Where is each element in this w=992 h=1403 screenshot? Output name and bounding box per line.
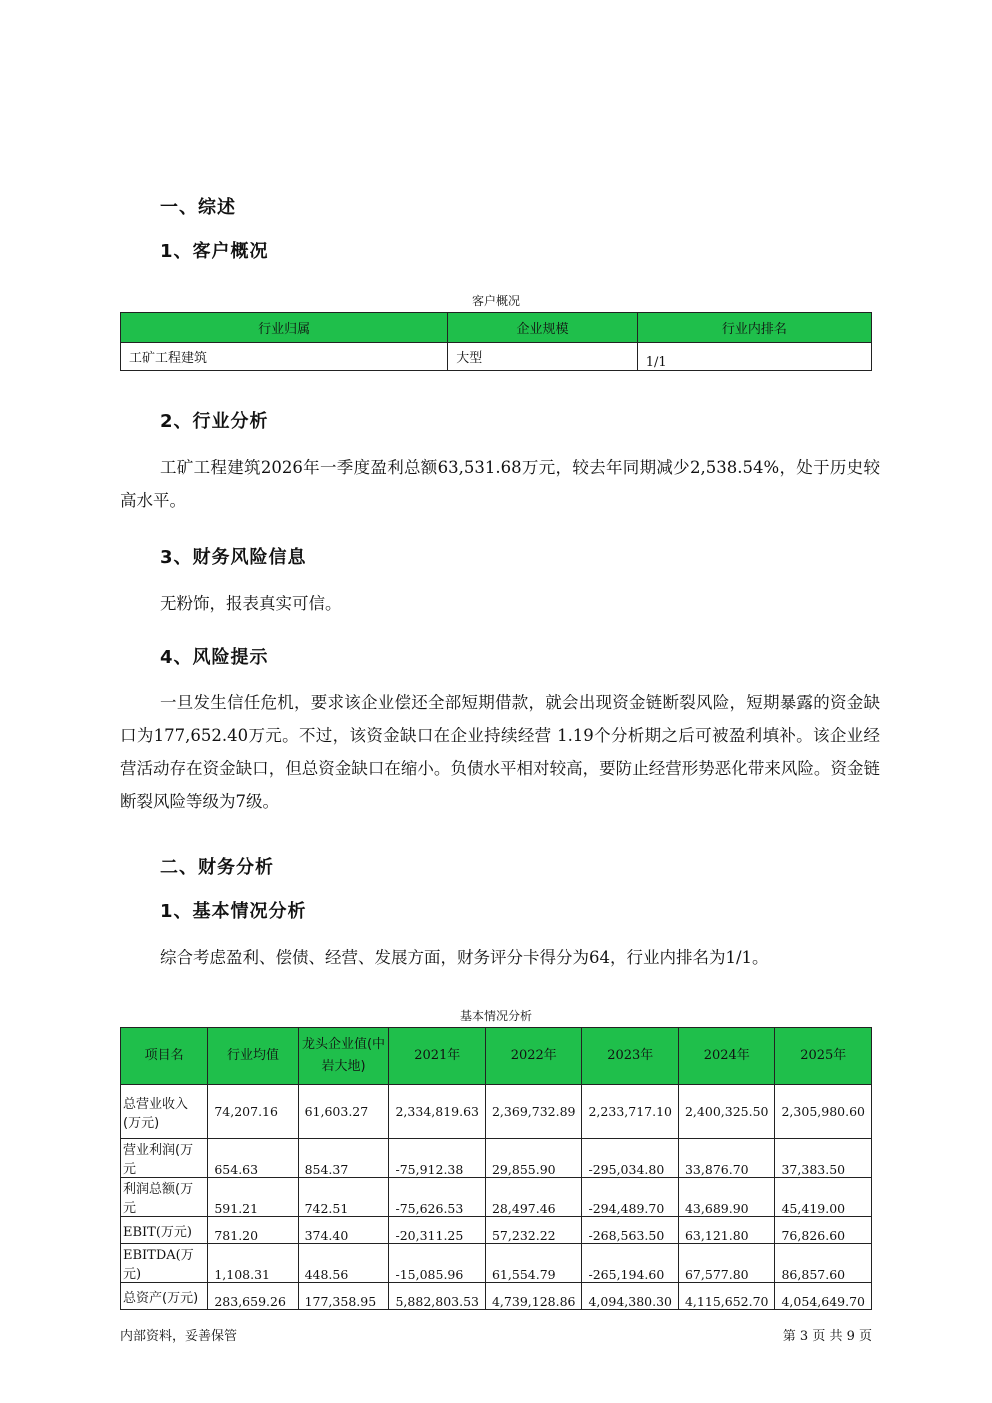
- row-label: 利润总额(万元: [121, 1178, 208, 1217]
- table-cell: -75,912.38: [389, 1139, 486, 1178]
- table-cell: 4,739,128.86: [485, 1283, 582, 1310]
- table-cell: 4,094,380.30: [582, 1283, 679, 1310]
- table-cell: 33,876.70: [678, 1139, 775, 1178]
- subheading-customer-overview: 1、客户概况: [160, 241, 269, 262]
- cell-industry: 工矿工程建筑: [121, 343, 448, 371]
- section-heading-financial-analysis: 二、财务分析: [160, 857, 274, 878]
- table-header-row: [121, 1028, 872, 1085]
- table-row: [121, 1178, 872, 1217]
- header-industry-avg: 行业均值: [208, 1028, 298, 1085]
- table-header-row: [121, 313, 872, 343]
- table-cell: 2,233,717.10: [582, 1085, 679, 1139]
- header-2023: 2023年: [582, 1028, 679, 1085]
- table-cell: 2,334,819.63: [389, 1085, 486, 1139]
- table-cell: 43,689.90: [678, 1178, 775, 1217]
- header-scale: 企业规模: [448, 313, 637, 343]
- table-cell: 591.21: [208, 1178, 298, 1217]
- row-label: EBITDA(万元): [121, 1244, 208, 1283]
- customer-overview-table: [120, 312, 872, 371]
- table-cell: 76,826.60: [775, 1217, 872, 1244]
- table-cell: 2,305,980.60: [775, 1085, 872, 1139]
- table-cell: 29,855.90: [485, 1139, 582, 1178]
- table-cell: 37,383.50: [775, 1139, 872, 1178]
- table-cell: 374.40: [298, 1217, 389, 1244]
- table-row: [121, 1139, 872, 1178]
- table-cell: -294,489.70: [582, 1178, 679, 1217]
- table-cell: 74,207.16: [208, 1085, 298, 1139]
- table-cell: 63,121.80: [678, 1217, 775, 1244]
- overview-table-caption: 客户概况: [471, 294, 520, 308]
- table-cell: 742.51: [298, 1178, 389, 1217]
- subheading-basic-analysis: 1、基本情况分析: [160, 901, 307, 922]
- table-cell: 2,400,325.50: [678, 1085, 775, 1139]
- table-cell: -265,194.60: [582, 1244, 679, 1283]
- table-row: [121, 1217, 872, 1244]
- table-cell: 61,603.27: [298, 1085, 389, 1139]
- industry-analysis-text: 工矿工程建筑2026年一季度盈利总额63,531.68万元，较去年同期减少2,538.54%，处于历史较高水平。: [120, 458, 880, 510]
- table-cell: 781.20: [208, 1217, 298, 1244]
- basic-analysis-table: [120, 1027, 872, 1310]
- table-cell: 57,232.22: [485, 1217, 582, 1244]
- header-rank: 行业内排名: [637, 313, 871, 343]
- header-2022: 2022年: [485, 1028, 582, 1085]
- row-label: 总营业收入(万元): [121, 1085, 208, 1139]
- table-cell: 86,857.60: [775, 1244, 872, 1283]
- table-cell: -295,034.80: [582, 1139, 679, 1178]
- footer-page-number: 第 3 页 共 9 页: [782, 1329, 872, 1344]
- subheading-financial-risk-info: 3、财务风险信息: [160, 547, 307, 568]
- header-industry: 行业归属: [121, 313, 448, 343]
- table-cell: 67,577.80: [678, 1244, 775, 1283]
- cell-scale: 大型: [448, 343, 637, 371]
- header-leader-value: 龙头企业值(中岩大地): [298, 1028, 389, 1085]
- table-cell: -268,563.50: [582, 1217, 679, 1244]
- basic-analysis-text: 综合考虑盈利、偿债、经营、发展方面，财务评分卡得分为64，行业内排名为1/1。: [160, 948, 769, 967]
- table-cell: 4,054,649.70: [775, 1283, 872, 1310]
- table-row: [121, 343, 872, 371]
- table-cell: 448.56: [298, 1244, 389, 1283]
- table-cell: 5,882,803.53: [389, 1283, 486, 1310]
- header-item: 项目名: [121, 1028, 208, 1085]
- subheading-industry-analysis: 2、行业分析: [160, 411, 269, 432]
- table-cell: -75,626.53: [389, 1178, 486, 1217]
- table-cell: 61,554.79: [485, 1244, 582, 1283]
- table-cell: 177,358.95: [298, 1283, 389, 1310]
- basic-table-caption: 基本情况分析: [459, 1009, 532, 1023]
- table-cell: -20,311.25: [389, 1217, 486, 1244]
- row-label: 总资产(万元): [121, 1283, 208, 1310]
- header-2021: 2021年: [389, 1028, 486, 1085]
- subheading-risk-warning: 4、风险提示: [160, 647, 269, 668]
- table-cell: 654.63: [208, 1139, 298, 1178]
- table-row: [121, 1283, 872, 1310]
- table-cell: 1,108.31: [208, 1244, 298, 1283]
- row-label: 营业利润(万元: [121, 1139, 208, 1178]
- footer-confidential-note: 内部资料，妥善保管: [120, 1329, 238, 1344]
- table-cell: 854.37: [298, 1139, 389, 1178]
- table-row: [121, 1244, 872, 1283]
- cell-rank: 1/1: [637, 343, 871, 371]
- table-cell: 283,659.26: [208, 1283, 298, 1310]
- table-cell: -15,085.96: [389, 1244, 486, 1283]
- table-cell: 28,497.46: [485, 1178, 582, 1217]
- section-heading-overview: 一、综述: [160, 197, 236, 218]
- header-2025: 2025年: [775, 1028, 872, 1085]
- table-cell: 2,369,732.89: [485, 1085, 582, 1139]
- table-cell: 45,419.00: [775, 1178, 872, 1217]
- header-2024: 2024年: [678, 1028, 775, 1085]
- row-label: EBIT(万元): [121, 1217, 208, 1244]
- table-row: [121, 1085, 872, 1139]
- financial-risk-text: 无粉饰，报表真实可信。: [160, 594, 342, 613]
- table-cell: 4,115,652.70: [678, 1283, 775, 1310]
- risk-warning-text: 一旦发生信任危机，要求该企业偿还全部短期借款，就会出现资金链断裂风险，短期暴露的资金缺口为177,652.40万元。不过，该资金缺口在企业持续经营 1.19个分析期之后可被盈利填补。该企业经营活动存在资金缺口，但总资金缺口在缩小。负债水平相对较高，要防止经营形势恶化带来风险。资金链断裂风险等级为7级。: [120, 693, 880, 811]
